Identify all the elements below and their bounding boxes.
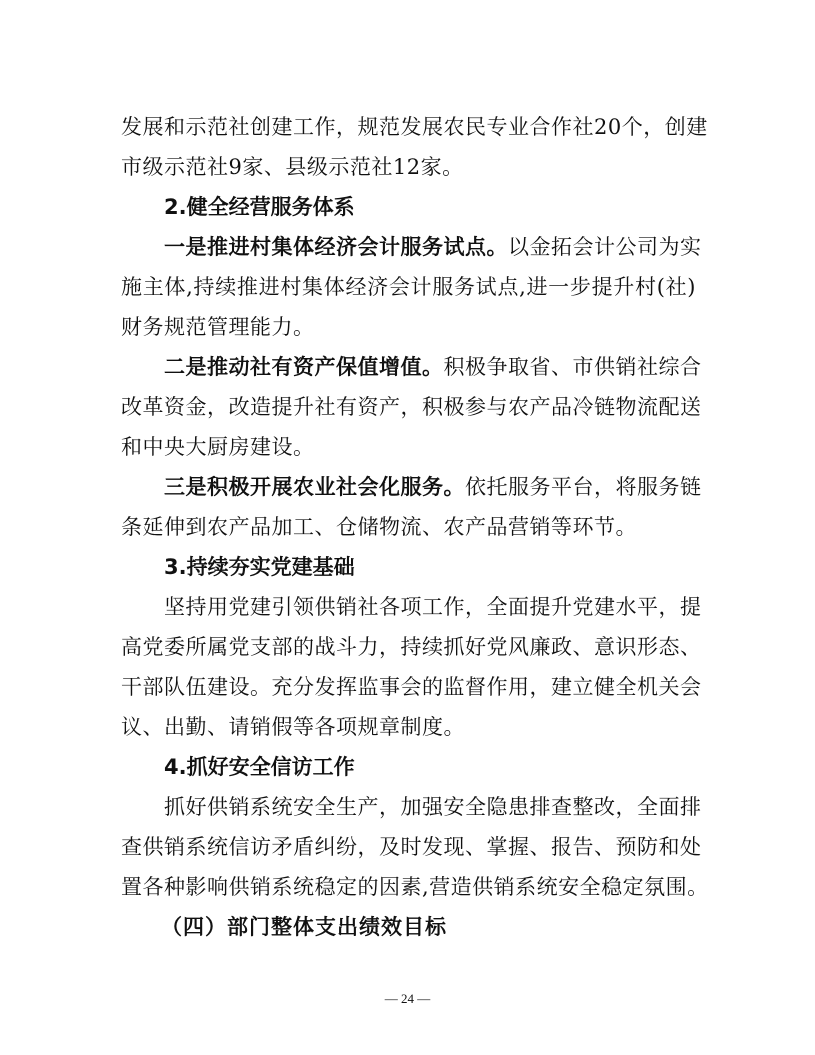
paragraph-line: 财务规范管理能力。: [121, 315, 315, 339]
paragraph-line: 和中央大厨房建设。: [121, 435, 315, 459]
paragraph-line: 抓好供销系统安全生产，加强安全隐患排查整改，全面排: [164, 795, 702, 819]
paragraph-line: 施主体,持续推进村集体经济会计服务试点,进一步提升村(社): [121, 275, 696, 299]
paragraph-line: 发展和示范社创建工作，规范发展农民专业合作社20个，创建: [121, 115, 708, 139]
paragraph-line: 改革资金，改造提升社有资产，积极参与农产品冷链物流配送: [121, 395, 702, 419]
paragraph-line: 查供销系统信访矛盾纠纷，及时发现、掌握、报告、预防和处: [121, 835, 702, 859]
paragraph-line: 高党委所属党支部的战斗力，持续抓好党风廉政、意识形态、: [121, 635, 702, 659]
page-number: — 24 —: [384, 991, 431, 1006]
item-text: 以金拓会计公司为实: [508, 235, 702, 259]
subsection-heading: 2.健全经营服务体系: [164, 195, 355, 219]
subsection-heading: 4.抓好安全信访工作: [164, 755, 355, 779]
paragraph-line: 坚持用党建引领供销社各项工作，全面提升党建水平，提: [164, 595, 702, 619]
item-text: 依托服务平台，将服务链: [465, 475, 702, 499]
section-heading: （四）部门整体支出绩效目标: [161, 915, 447, 939]
paragraph-line: 条延伸到农产品加工、仓储物流、农产品营销等环节。: [121, 515, 637, 539]
paragraph-line: 议、出勤、请销假等各项规章制度。: [121, 715, 465, 739]
subsection-heading: 3.持续夯实党建基础: [164, 555, 355, 579]
paragraph-line: 市级示范社9家、县级示范社12家。: [121, 155, 464, 179]
paragraph-line: 置各种影响供销系统稳定的因素,营造供销系统安全稳定氛围。: [121, 875, 709, 899]
item-text: 积极争取省、市供销社综合: [443, 355, 702, 379]
paragraph-line: 干部队伍建设。充分发挥监事会的监督作用，建立健全机关会: [121, 675, 702, 699]
item-lead: 二是推动社有资产保值增值。: [164, 355, 444, 379]
item-lead: 三是积极开展农业社会化服务。: [164, 475, 465, 499]
item-lead: 一是推进村集体经济会计服务试点。: [164, 235, 508, 259]
paragraph-line: [164, 233, 702, 261]
paragraph-line: [164, 473, 702, 501]
paragraph-line: [164, 353, 702, 381]
